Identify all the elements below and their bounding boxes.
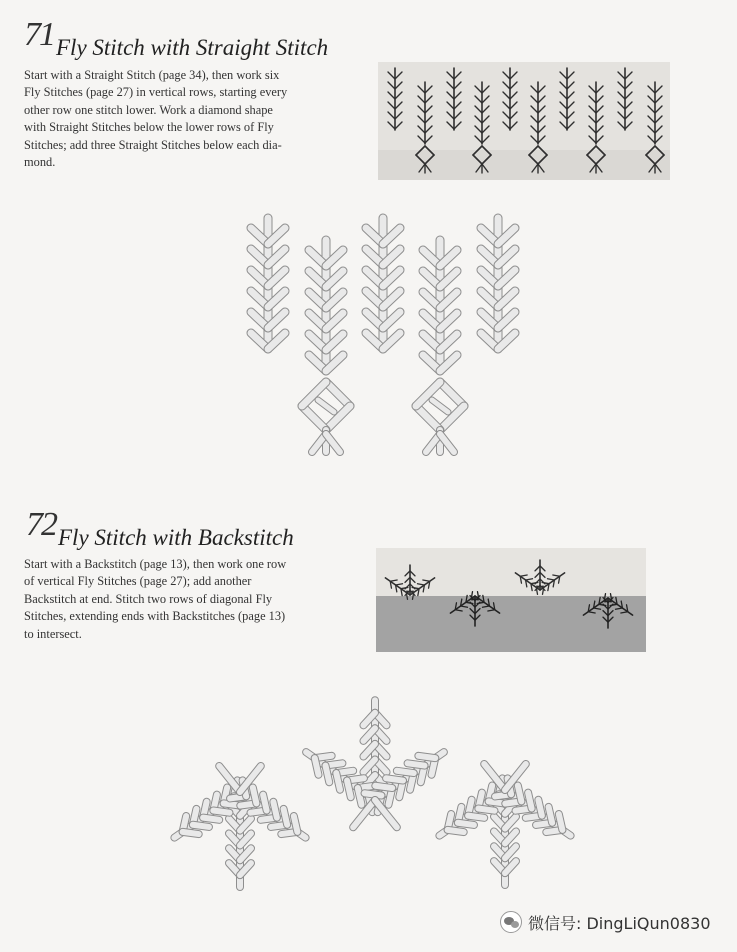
diamond-straight-stitch [440,382,464,406]
fly-stitch-arm [468,816,484,818]
fly-stitch-arm [478,809,494,811]
fly-stitch-arm [253,788,257,804]
fly-stitch-arm [294,816,298,832]
fly-stitch-arm [336,773,340,790]
section-72-number: 72 [26,506,56,543]
wechat-icon [500,911,522,933]
section-71-line: Fly Stitches (page 27) in vertical rows, starting every [24,85,288,100]
section-72-line: Start with a Backstitch (page 13), then work one row [24,557,287,571]
fly-stitch-arm [365,793,382,795]
section-72-line: Stitches, extending ends with Backstitches (page 13) [24,609,286,624]
photo-71-shadow [378,150,670,180]
fly-stitch-arm [284,809,288,825]
fly-stitch-arm [213,811,229,813]
photo-72-band [376,596,646,652]
diamond-straight-stitch [416,406,440,430]
fly-stitch-arm [528,793,532,809]
fly-stitch-arm [518,786,522,802]
section-71-title: Fly Stitch with Straight Stitch [56,35,329,60]
diagram-72 [174,700,570,887]
section-72-line: to intersect. [24,626,82,641]
section-71-line: Stitches; add three Straight Stitches below each dia- [24,137,282,152]
fly-stitch-arm [347,781,351,798]
section-71-number: 71 [24,16,54,53]
fly-stitch-arm [375,786,392,788]
fly-stitch-arm [559,814,563,830]
fly-stitch-arm [358,788,362,805]
section-71-line: with Straight Stitches below the lower rows of Fly [24,120,274,135]
section-72-line: of vertical Fly Stitches (page 27); add another [24,574,252,589]
fly-stitch-arm [458,823,474,825]
section-72-title: Fly Stitch with Backstitch [58,525,294,550]
fly-stitch-arm [418,756,435,758]
fly-stitch-arm [183,832,199,834]
diamond-straight-stitch [302,406,326,430]
diamond-straight-stitch [326,382,350,406]
diagram-71 [251,218,515,452]
fly-stitch-arm [386,778,403,780]
fly-stitch-arm [203,818,219,820]
watermark [500,908,730,936]
fly-stitch-arm [263,795,267,811]
section-71-line: Start with a Straight Stitch (page 34), then work six [24,68,280,82]
fly-stitch-arm [448,830,464,832]
section-71-line: other row one stitch lower. Work a diamond shape [24,102,273,117]
section-71-line: mond. [24,155,56,170]
fly-stitch-arm [193,825,209,827]
section-72-line: Backstitch at end. Stitch two rows of diagonal Fly [24,591,273,606]
fly-stitch-arm [397,771,414,773]
fly-stitch-arm [315,758,319,775]
fly-stitch-arm [273,802,277,818]
watermark-text: 微信号: DingLiQun0830 [528,913,711,933]
fly-stitch-arm [538,800,542,816]
fly-stitch-arm [549,807,553,823]
fly-stitch-arm [325,766,329,783]
fly-stitch-arm [408,763,425,765]
